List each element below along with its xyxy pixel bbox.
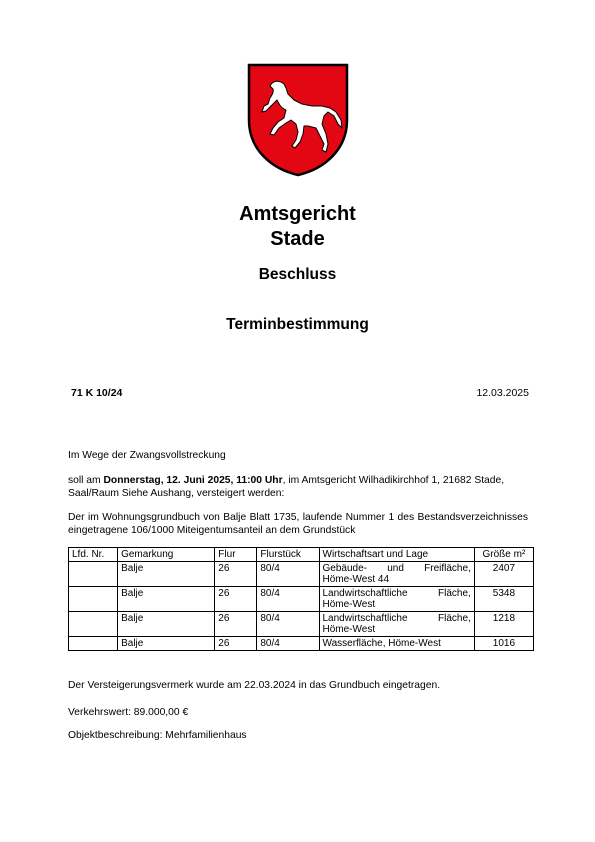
cell-wirtschaftsart-line2: Höme-West bbox=[322, 624, 376, 635]
cell-gemarkung: Balje bbox=[118, 562, 215, 587]
cell-wirtschaftsart bbox=[319, 587, 474, 612]
intro-text: Im Wege der Zwangsvollstreckung bbox=[68, 450, 226, 461]
cell-nr bbox=[69, 562, 118, 587]
column-header-flurstueck: Flurstück bbox=[257, 548, 319, 562]
schedule-paragraph bbox=[68, 474, 528, 500]
cell-flurstueck: 80/4 bbox=[257, 612, 319, 637]
table-row bbox=[69, 587, 534, 612]
cell-wirtschaftsart bbox=[319, 612, 474, 637]
table-header-row bbox=[69, 548, 534, 562]
cell-groesse: 2407 bbox=[474, 562, 533, 587]
column-header-groesse: Größe m² bbox=[474, 548, 533, 562]
cell-flurstueck: 80/4 bbox=[257, 587, 319, 612]
cell-wirtschaftsart-line2: Höme-West bbox=[322, 599, 376, 610]
cell-nr bbox=[69, 612, 118, 637]
cell-wirtschaftsart-line1: Landwirtschaftliche Fläche, bbox=[322, 588, 471, 599]
cell-nr bbox=[69, 587, 118, 612]
parcel-table bbox=[68, 547, 534, 651]
cell-wirtschaftsart-line2: Höme-West 44 bbox=[322, 574, 390, 585]
cell-groesse: 1218 bbox=[474, 612, 533, 637]
column-header-gemarkung: Gemarkung bbox=[118, 548, 215, 562]
market-value: Verkehrswert: 89.000,00 € bbox=[68, 707, 189, 718]
registration-note: Der Versteigerungsvermerk wurde am 22.03.2024 in das Grundbuch eingetragen. bbox=[68, 680, 441, 691]
table-row bbox=[69, 637, 534, 651]
cell-wirtschaftsart-line1: Wasserfläche, Höme-West bbox=[322, 638, 441, 649]
cell-wirtschaftsart bbox=[319, 637, 474, 651]
column-header-nr: Lfd. Nr. bbox=[69, 548, 118, 562]
schedule-prefix: soll am bbox=[68, 475, 104, 486]
property-intro: Der im Wohnungsgrundbuch von Balje Blatt 1735, laufende Nummer 1 des Bestandsverzeichnisses eingetragene 106/1000 Miteigentumsanteil an dem Grundstück bbox=[68, 512, 528, 536]
cell-wirtschaftsart-line1: Landwirtschaftliche Fläche, bbox=[322, 613, 471, 624]
cell-wirtschaftsart bbox=[319, 562, 474, 587]
column-header-flur: Flur bbox=[215, 548, 257, 562]
table-row bbox=[69, 612, 534, 637]
cell-flur: 26 bbox=[215, 637, 257, 651]
cell-groesse: 1016 bbox=[474, 637, 533, 651]
cell-gemarkung: Balje bbox=[118, 587, 215, 612]
schedule-location: , im Amtsgericht Wilhadikirchhof 1, 21682 Stade, Saal/Raum Siehe Aushang, versteigert werden: bbox=[68, 475, 505, 499]
document-date: 12.03.2025 bbox=[476, 387, 529, 399]
cell-wirtschaftsart-line1: Gebäude- und Freifläche, bbox=[322, 563, 471, 574]
cell-flur: 26 bbox=[215, 612, 257, 637]
schedule-datetime: Donnerstag, 12. Juni 2025, 11:00 Uhr bbox=[103, 475, 283, 486]
document-subtitle: Terminbestimmung bbox=[226, 316, 369, 333]
table-row bbox=[69, 562, 534, 587]
case-number: 71 K 10/24 bbox=[71, 387, 123, 399]
document-title: Beschluss bbox=[258, 266, 337, 283]
court-city: Stade bbox=[270, 228, 325, 250]
cell-flur: 26 bbox=[215, 587, 257, 612]
cell-flurstueck: 80/4 bbox=[257, 637, 319, 651]
cell-nr bbox=[69, 637, 118, 651]
cell-flurstueck: 80/4 bbox=[257, 562, 319, 587]
cell-groesse: 5348 bbox=[474, 587, 533, 612]
court-name: Amtsgericht bbox=[239, 203, 356, 225]
object-description: Objektbeschreibung: Mehrfamilienhaus bbox=[68, 730, 247, 741]
cell-gemarkung: Balje bbox=[118, 637, 215, 651]
column-header-wirtschaftsart: Wirtschaftsart und Lage bbox=[319, 548, 474, 562]
lower-saxony-horse-crest-icon bbox=[246, 62, 350, 178]
cell-flur: 26 bbox=[215, 562, 257, 587]
cell-gemarkung: Balje bbox=[118, 612, 215, 637]
